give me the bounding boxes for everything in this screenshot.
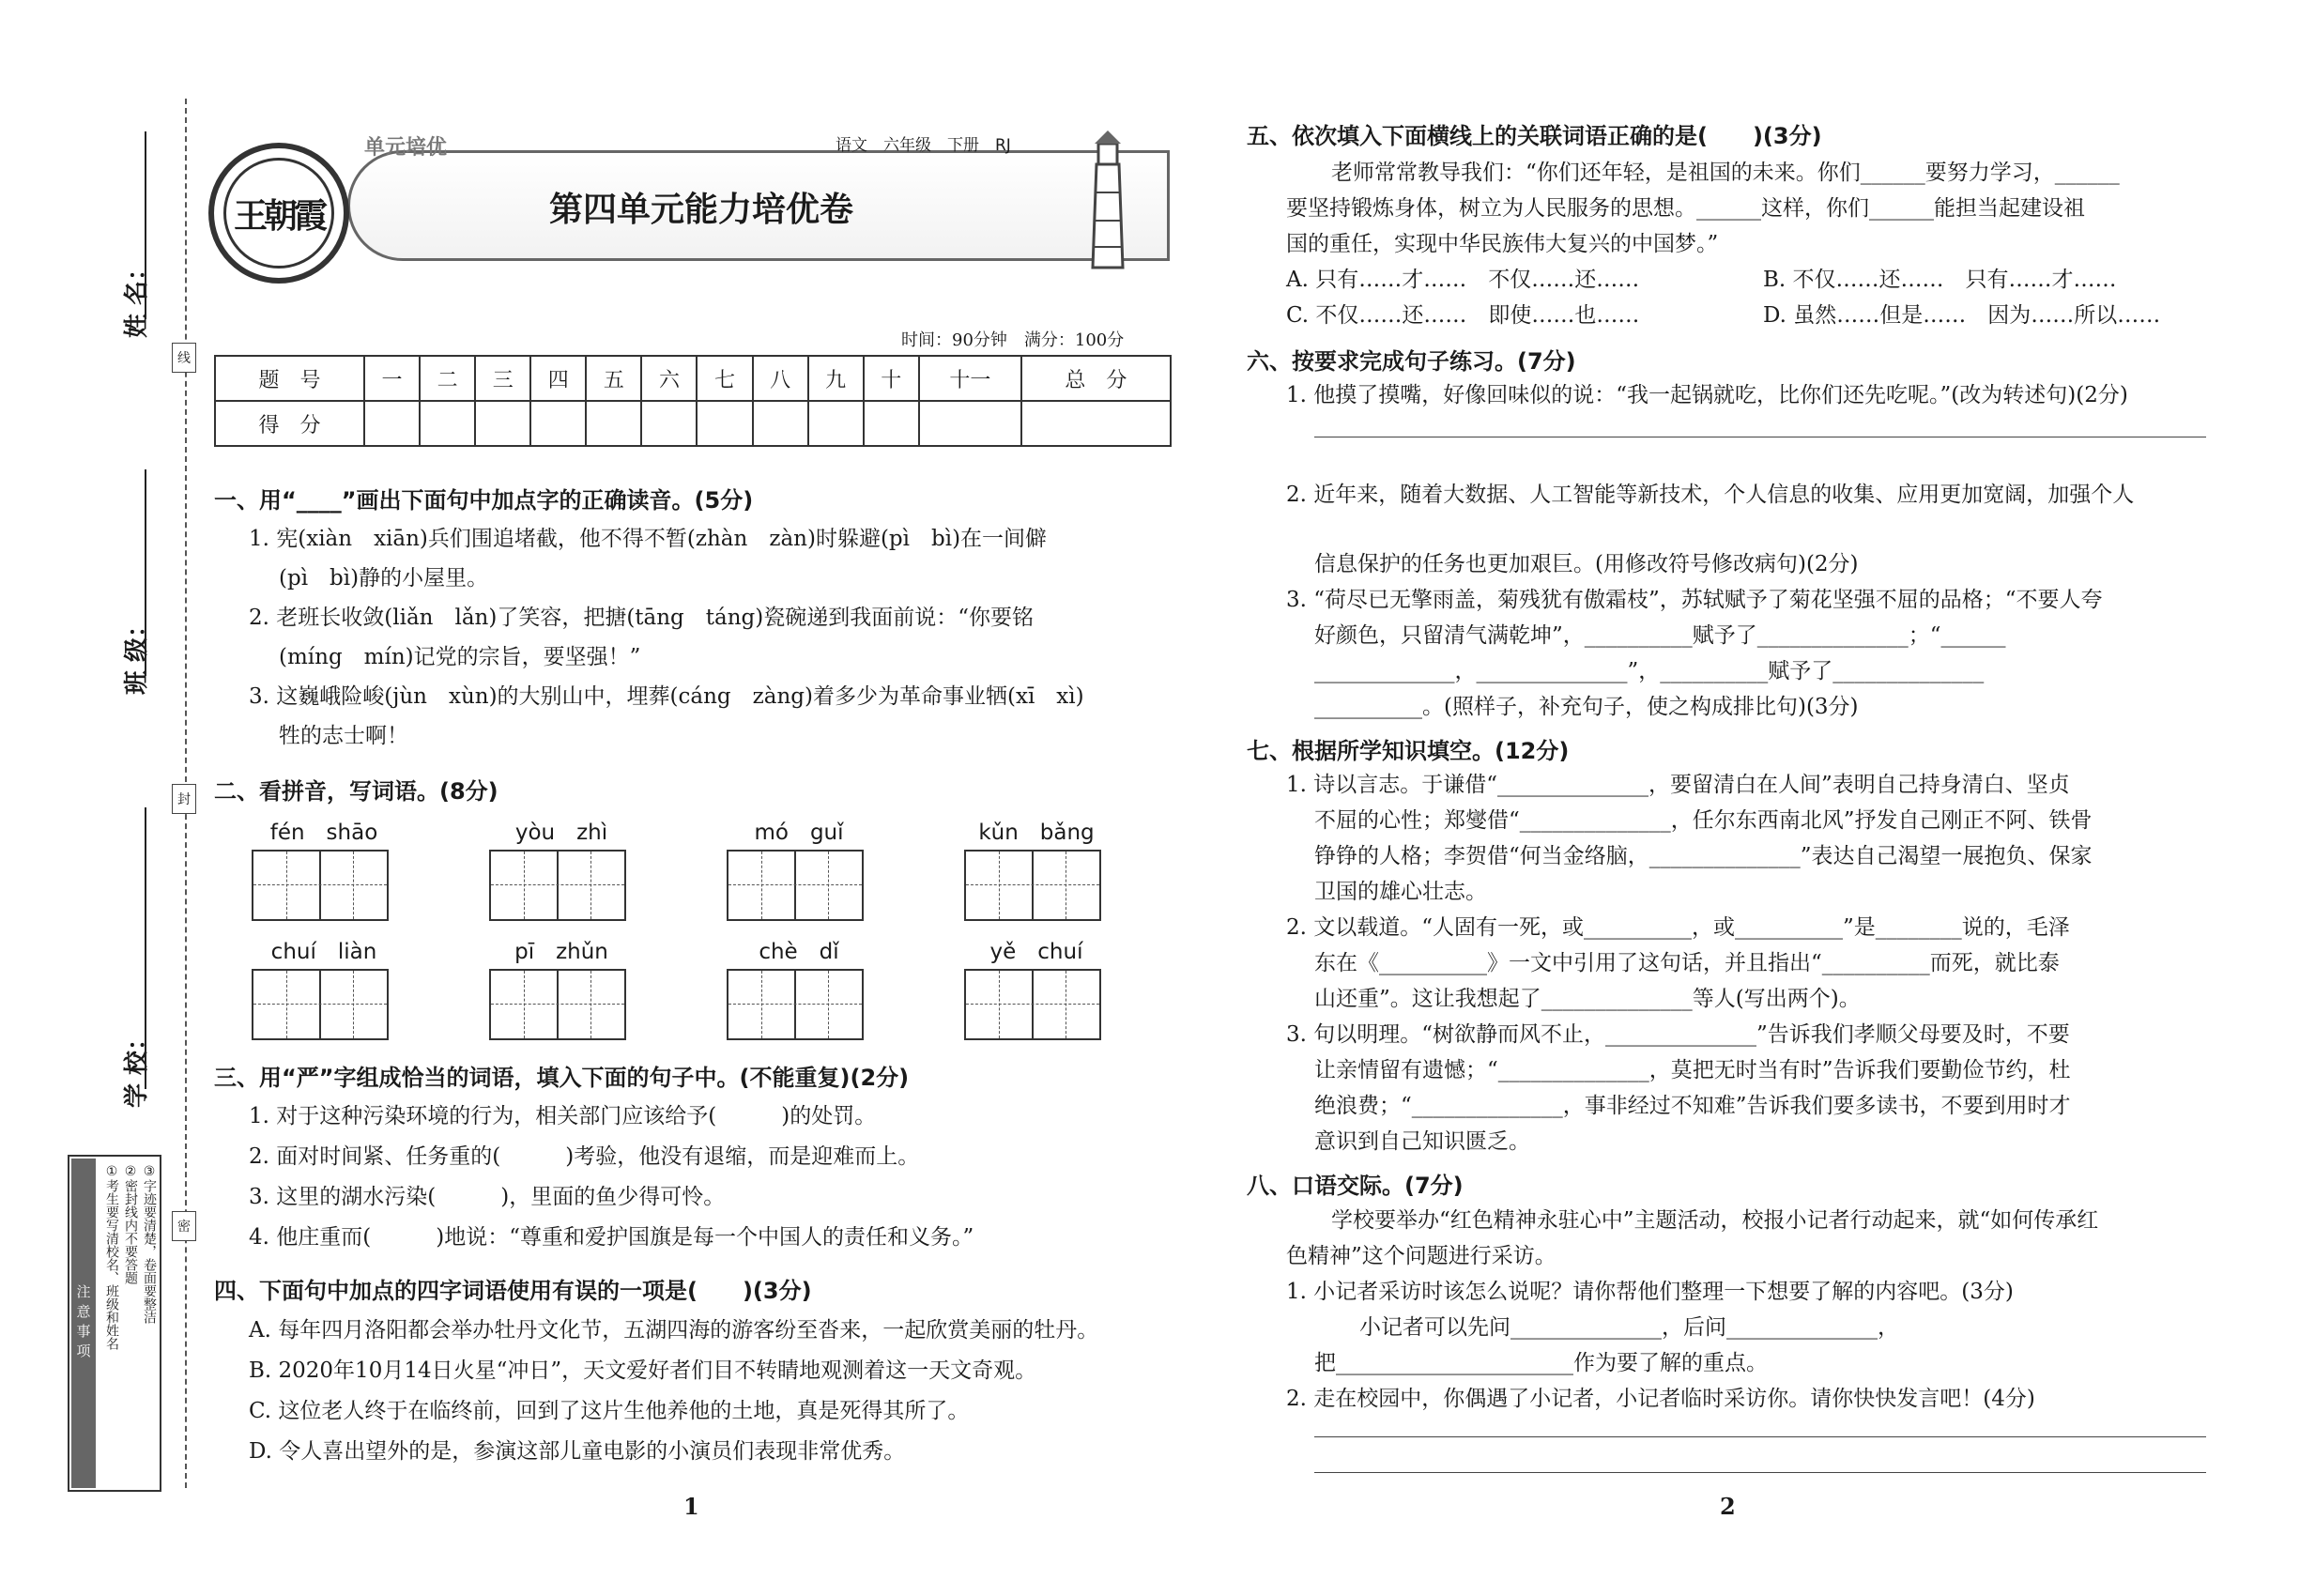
- pinyin-label: mó guǐ: [754, 821, 844, 845]
- s7-line: 卫国的雄心壮志。: [1314, 880, 1487, 904]
- unit-tag: 单元培优: [364, 136, 448, 160]
- section-8-title: 八、口语交际。(7分): [1247, 1173, 1464, 1199]
- section-2-title: 二、看拼音，写词语。(8分): [214, 778, 498, 805]
- s7-line: 3. 句以明理。“树欲静而风不止，______________”告诉我们孝顺父母要及时，不要: [1286, 1022, 2070, 1047]
- score-input-row: [215, 401, 1171, 446]
- score-cell[interactable]: [808, 401, 864, 446]
- pinyin-label: pī zhǔn: [514, 940, 608, 964]
- writing-grid[interactable]: [964, 850, 1101, 921]
- s8-line: 学校要举办“红色精神永驻心中”主题活动，校报小记者行动起来，就“如何传承红: [1331, 1208, 2099, 1233]
- notice-item: ③字迹要清楚，卷面要整洁: [142, 1164, 157, 1324]
- s7-line: 东在《__________》一文中引用了这句话，并且指出“__________而死，就比泰: [1314, 951, 2060, 975]
- section-3-title: 三、用“严”字组成恰当的词语，填入下面的句子中。(不能重复)(2分): [214, 1065, 910, 1091]
- score-cell[interactable]: [1021, 401, 1171, 446]
- brand-name: 王朝霞: [223, 158, 334, 269]
- s5-line: 老师常常教导我们：“你们还年轻，是祖国的未来。你们______要努力学习，______: [1331, 161, 2120, 185]
- score-header-cell: 一: [364, 356, 420, 401]
- s6-question: 3. “荷尽已无擎雨盖，菊残犹有傲霜枝”，苏轼赋予了菊花坚强不屈的品格；“不要人夸: [1286, 588, 2103, 612]
- school-input-line[interactable]: [145, 807, 146, 1089]
- binding-hint: 封: [172, 784, 196, 814]
- s4-option: B. 2020年10月14日火星“冲日”，天文爱好者们目不转睛地观测着这一天文奇观。: [249, 1358, 1037, 1383]
- score-header-cell: 四: [530, 356, 586, 401]
- notice-title: 注意事项: [71, 1159, 96, 1488]
- s6-question: 信息保护的任务也更加艰巨。(用修改符号修改病句)(2分): [1314, 552, 1859, 576]
- section-6-title: 六、按要求完成句子练习。(7分): [1247, 348, 1576, 375]
- s3-line: 3. 这里的湖水污染( )，里面的鱼少得可怜。: [249, 1185, 726, 1209]
- s6-question: __________。(照样子，补充句子，使之构成排比句)(3分): [1314, 695, 1859, 719]
- lighthouse-icon: [1080, 127, 1136, 277]
- s1-line: (pì bì)静的小屋里。: [279, 566, 489, 591]
- school-label: 学 校：: [123, 1025, 151, 1108]
- subject-line: 语文 六年级 下册 RJ: [836, 136, 1011, 155]
- s3-line: 4. 他庄重而( )地说：“尊重和爱护国旗是每一个中国人的责任和义务。”: [249, 1225, 974, 1250]
- score-cell[interactable]: [530, 401, 586, 446]
- s5-option: D. 虽然……但是…… 因为……所以……: [1763, 303, 2161, 328]
- score-cell[interactable]: [753, 401, 808, 446]
- s5-option: B. 不仅……还…… 只有……才……: [1763, 268, 2117, 292]
- s5-option: A. 只有……才…… 不仅……还……: [1286, 268, 1640, 292]
- score-header-cell: 总 分: [1021, 356, 1171, 401]
- writing-grid[interactable]: [252, 850, 389, 921]
- s1-line: 1. 宪(xiàn xiān)兵们围追堵截，他不得不暂(zhàn zàn)时躲避(pì bì)在一间僻: [249, 527, 1048, 551]
- s7-line: 意识到自己知识匮乏。: [1314, 1129, 1530, 1154]
- score-cell[interactable]: [697, 401, 752, 446]
- s6-question: 好颜色，只留清气满乾坤”，__________赋予了______________；“______: [1314, 623, 2006, 648]
- score-header-cell: 十: [864, 356, 919, 401]
- s8-line: 2. 走在校园中，你偶遇了小记者，小记者临时采访你。请你快快发言吧！(4分): [1286, 1387, 2035, 1411]
- s4-option: D. 令人喜出望外的是，参演这部儿童电影的小演员们表现非常优秀。: [249, 1439, 906, 1464]
- score-cell[interactable]: [475, 401, 530, 446]
- section-4-title: 四、下面句中加点的四字词语使用有误的一项是( )(3分): [214, 1278, 812, 1304]
- writing-grid[interactable]: [964, 969, 1101, 1040]
- notice-box: [68, 1155, 161, 1492]
- score-table: [214, 355, 1172, 447]
- score-header-cell: 九: [808, 356, 864, 401]
- class-input-line[interactable]: [145, 469, 146, 676]
- score-header-cell: 八: [753, 356, 808, 401]
- brand-logo: [208, 143, 349, 284]
- pinyin-label: kǔn bǎng: [978, 821, 1095, 845]
- page-number: 1: [683, 1493, 699, 1520]
- notice-item: ①考生要写清校名、班级和姓名: [104, 1164, 119, 1350]
- s3-line: 2. 面对时间紧、任务重的( )考验，他没有退缩，而是迎难而上。: [249, 1144, 920, 1169]
- s8-line: 把______________________作为要了解的重点。: [1314, 1351, 1768, 1375]
- s8-line: 小记者可以先问______________，后问______________，: [1359, 1315, 1899, 1340]
- pinyin-label: yě chuí: [989, 940, 1083, 964]
- s5-line: 要坚持锻炼身体，树立为人民服务的思想。______这样，你们______能担当起建设祖: [1286, 196, 2085, 221]
- answer-line[interactable]: [1314, 1436, 2206, 1437]
- page-number: 2: [1720, 1493, 1736, 1520]
- s6-question: _____________，______________”，__________赋予了______________: [1314, 659, 1985, 683]
- writing-grid[interactable]: [252, 969, 389, 1040]
- s7-line: 山还重”。这让我想起了______________等人(写出两个)。: [1314, 987, 1861, 1011]
- s6-question: 1. 他摸了摸嘴，好像回味似的说：“我一起锅就吃，比你们还先吃呢。”(改为转述句)(2分): [1286, 383, 2128, 407]
- s4-option: A. 每年四月洛阳都会举办牡丹文化节，五湖四海的游客纷至沓来，一起欣赏美丽的牡丹。: [249, 1318, 1099, 1343]
- writing-grid[interactable]: [727, 969, 864, 1040]
- section-1-title: 一、用“____”画出下面句中加点字的正确读音。(5分): [214, 487, 754, 514]
- score-header-cell: 十一: [919, 356, 1021, 401]
- score-header-cell: 五: [586, 356, 641, 401]
- s1-line: 3. 这巍峨险峻(jùn xùn)的大别山中，埋葬(cáng zàng)着多少为革命事业牺(xī xì): [249, 684, 1084, 709]
- section-7-title: 七、根据所学知识填空。(12分): [1247, 738, 1570, 764]
- notice-item: ②密封线内不要答题: [123, 1164, 138, 1284]
- s7-line: 1. 诗以言志。于谦借“______________，要留清白在人间”表明自己持身清白、坚贞: [1286, 773, 2070, 797]
- score-cell[interactable]: [364, 401, 420, 446]
- score-cell[interactable]: [420, 401, 475, 446]
- name-input-line[interactable]: [145, 131, 146, 319]
- answer-line[interactable]: [1314, 1472, 2206, 1473]
- s7-line: 绝浪费；“______________，事非经过不知难”告诉我们要多读书，不要到用时才: [1314, 1094, 2071, 1118]
- s1-line: 牲的志士啊！: [279, 724, 408, 748]
- writing-grid[interactable]: [489, 969, 626, 1040]
- score-header-cell: 题 号: [215, 356, 364, 401]
- score-cell[interactable]: [641, 401, 697, 446]
- section-5-title: 五、依次填入下面横线上的关联词语正确的是( )(3分): [1247, 123, 1822, 149]
- binding-hint: 线: [172, 343, 196, 373]
- name-label: 姓 名：: [123, 255, 151, 338]
- score-cell[interactable]: [919, 401, 1021, 446]
- score-header-cell: 六: [641, 356, 697, 401]
- s1-line: (míng mín)记党的宗旨，要坚强！”: [279, 645, 641, 669]
- score-header-cell: 二: [420, 356, 475, 401]
- score-header-cell: 三: [475, 356, 530, 401]
- writing-grid[interactable]: [727, 850, 864, 921]
- s3-line: 1. 对于这种污染环境的行为，相关部门应该给予( )的处罚。: [249, 1104, 877, 1128]
- s5-line: 国的重任，实现中华民族伟大复兴的中国梦。”: [1286, 232, 1719, 256]
- s4-option: C. 这位老人终于在临终前，回到了这片生他养他的土地，真是死得其所了。: [249, 1399, 970, 1423]
- pinyin-label: fén shāo: [269, 821, 378, 845]
- s7-line: 铮铮的人格；李贺借“何当金络脑，______________”表达自己渴望一展抱负、保家: [1314, 844, 2093, 868]
- score-cell[interactable]: [586, 401, 641, 446]
- score-row-label: 得 分: [215, 401, 364, 446]
- s6-question: 2. 近年来，随着大数据、人工智能等新技术，个人信息的收集、应用更加宽阔，加强个人: [1286, 483, 2135, 507]
- score-header-cell: 七: [697, 356, 752, 401]
- s1-line: 2. 老班长收敛(liǎn lǎn)了笑容，把搪(tāng táng)瓷碗递到我面前说：“你要铭: [249, 606, 1035, 630]
- pinyin-label: chuí liàn: [270, 940, 377, 964]
- s7-line: 让亲情留有遗憾；“______________，莫把无时当有时”告诉我们要勤俭节约，杜: [1314, 1058, 2071, 1082]
- class-label: 班 级：: [123, 612, 151, 695]
- pinyin-label: chè dǐ: [759, 940, 839, 964]
- s8-line: 1. 小记者采访时该怎么说呢？请你帮他们整理一下想要了解的内容吧。(3分): [1286, 1280, 2014, 1304]
- score-header-row: [215, 356, 1171, 401]
- s7-line: 不屈的心性；郑燮借“______________，任尔东西南北风”抒发自己刚正不阿、铁骨: [1314, 808, 2093, 833]
- s7-line: 2. 文以载道。“人固有一死，或__________，或__________”是________说的，毛泽: [1286, 915, 2070, 940]
- pinyin-label: yòu zhì: [514, 821, 608, 845]
- writing-grid[interactable]: [489, 850, 626, 921]
- page-title: 第四单元能力培优卷: [549, 191, 854, 229]
- binding-hint: 密: [172, 1211, 196, 1241]
- score-cell[interactable]: [864, 401, 919, 446]
- s8-line: 色精神”这个问题进行采访。: [1286, 1244, 1556, 1268]
- s5-option: C. 不仅……还…… 即使……也……: [1286, 303, 1640, 328]
- exam-meta: 时间：90分钟 满分：100分: [901, 330, 1125, 350]
